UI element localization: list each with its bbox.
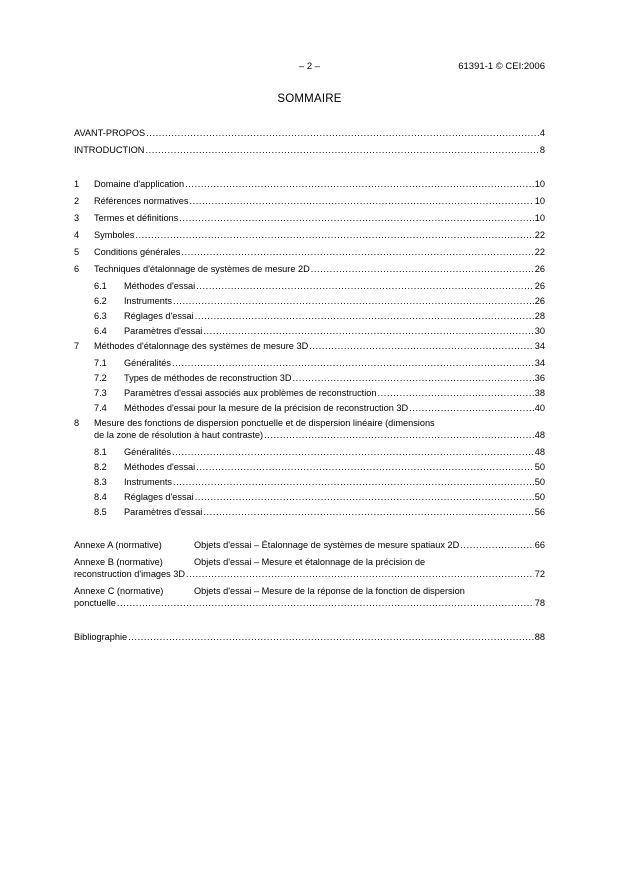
section-number: 7.1 <box>94 358 107 368</box>
annex-label: Annexe A (normative) <box>74 540 162 550</box>
section-title-continued: de la zone de résolution à haut contraste) <box>94 429 264 440</box>
table-of-contents <box>74 0 545 877</box>
toc-section-8-5[interactable] <box>94 507 545 519</box>
toc-page-number: 4 <box>539 128 545 138</box>
section-number: 8.4 <box>94 492 107 502</box>
annex-title-continued: ponctuelle <box>74 597 116 608</box>
toc-section-6-1[interactable] <box>94 281 545 293</box>
annex-title-continued: reconstruction d'images 3D <box>74 568 186 579</box>
toc-entry-introduction[interactable] <box>74 145 545 157</box>
section-title: Méthodes d'essai <box>124 281 196 291</box>
toc-section-2[interactable] <box>74 196 545 208</box>
section-number: 6.4 <box>94 326 107 336</box>
toc-section-6[interactable] <box>74 264 545 276</box>
toc-annex-c[interactable] <box>74 586 545 609</box>
section-number: 8.1 <box>94 447 107 457</box>
toc-page-number: 10 <box>534 196 545 206</box>
toc-section-8-3[interactable] <box>94 477 545 489</box>
toc-section-3[interactable] <box>74 213 545 225</box>
toc-page-number: 22 <box>534 230 545 240</box>
toc-section-7[interactable] <box>74 341 545 353</box>
section-number: 8.2 <box>94 462 107 472</box>
toc-section-7-1[interactable] <box>94 358 545 370</box>
section-number: 7.2 <box>94 373 107 383</box>
section-title: Instruments <box>124 477 172 487</box>
section-number: 7.4 <box>94 403 107 413</box>
annex-title: Objets d'essai – Étalonnage de systèmes de mesure spatiaux 2D <box>194 540 460 550</box>
toc-section-7-4[interactable] <box>94 403 545 415</box>
toc-page-number: 36 <box>534 373 545 383</box>
section-title: Méthodes d'essai <box>124 462 196 472</box>
toc-page-number: 26 <box>534 281 545 291</box>
toc-page-number: 30 <box>534 326 545 336</box>
section-number: 6 <box>74 264 80 274</box>
toc-page-number: 8 <box>539 145 545 155</box>
page-number: – 2 – <box>298 61 321 72</box>
section-number: 8.3 <box>94 477 107 487</box>
section-number: 6.1 <box>94 281 107 291</box>
toc-page-number: 56 <box>534 507 545 517</box>
toc-page-number: 66 <box>534 540 545 550</box>
toc-page-number: 34 <box>534 358 545 368</box>
toc-page-number: 26 <box>534 264 545 274</box>
toc-page-number: 34 <box>534 341 545 351</box>
toc-page-number: 48 <box>534 447 545 457</box>
section-title: Méthodes d'étalonnage des systèmes de mesure 3D <box>94 341 309 351</box>
section-number: 7 <box>74 341 80 351</box>
section-number: 3 <box>74 213 80 223</box>
toc-annex-a[interactable] <box>74 540 545 552</box>
toc-section-6-3[interactable] <box>94 311 545 323</box>
toc-section-8-4[interactable] <box>94 492 545 504</box>
toc-entry-avant-propos[interactable] <box>74 128 545 140</box>
section-title: Symboles <box>94 230 135 240</box>
section-title: Paramètres d'essai associés aux problèmes de reconstruction <box>124 388 377 398</box>
section-title: Mesure des fonctions de dispersion ponctuelle et de dispersion linéaire (dimensions <box>94 418 435 428</box>
toc-section-7-3[interactable] <box>94 388 545 400</box>
annex-title: Objets d'essai – Mesure de la réponse de la fonction de dispersion <box>194 586 465 596</box>
section-title: Termes et définitions <box>94 213 179 223</box>
section-title: Généralités <box>124 358 171 368</box>
section-number: 1 <box>74 179 80 189</box>
toc-page-number: 26 <box>534 296 545 306</box>
toc-section-8-2[interactable] <box>94 462 545 474</box>
toc-section-8-1[interactable] <box>94 447 545 459</box>
section-number: 6.3 <box>94 311 107 321</box>
section-number: 2 <box>74 196 80 206</box>
section-number: 4 <box>74 230 80 240</box>
section-title: Paramètres d'essai <box>124 326 203 336</box>
toc-section-6-4[interactable] <box>94 326 545 338</box>
toc-entry-text: INTRODUCTION <box>74 145 145 155</box>
section-number: 7.3 <box>94 388 107 398</box>
toc-page-number: 38 <box>534 388 545 398</box>
annex-label: Annexe B (normative) <box>74 557 163 567</box>
toc-section-6-2[interactable] <box>94 296 545 308</box>
section-title: Généralités <box>124 447 171 457</box>
annex-title: Objets d'essai – Mesure et étalonnage de la précision de <box>194 557 426 567</box>
toc-section-4[interactable] <box>74 230 545 242</box>
toc-page-number: 28 <box>534 311 545 321</box>
toc-page-number: 78 <box>534 597 545 608</box>
toc-page-number: 10 <box>534 213 545 223</box>
toc-page-number: 22 <box>534 247 545 257</box>
toc-section-5[interactable] <box>74 247 545 259</box>
toc-page-number: 40 <box>534 403 545 413</box>
toc-entry-bibliographie[interactable] <box>74 632 545 644</box>
toc-section-8[interactable] <box>74 418 545 441</box>
toc-page-number: 50 <box>534 462 545 472</box>
toc-section-1[interactable] <box>74 179 545 191</box>
section-number: 8.5 <box>94 507 107 517</box>
section-title: Domaine d'application <box>94 179 185 189</box>
toc-section-7-2[interactable] <box>94 373 545 385</box>
document-reference: 61391-1 © CEI:2006 <box>458 61 545 72</box>
section-title: Paramètres d'essai <box>124 507 203 517</box>
annex-label: Annexe C (normative) <box>74 586 164 596</box>
section-title: Réglages d'essai <box>124 492 194 502</box>
toc-annex-b[interactable] <box>74 557 545 580</box>
toc-entry-text: Bibliographie <box>74 632 128 642</box>
section-title: Conditions générales <box>94 247 181 257</box>
toc-page-number: 88 <box>534 632 545 642</box>
section-number: 5 <box>74 247 80 257</box>
section-title: Réglages d'essai <box>124 311 194 321</box>
section-title: Techniques d'étalonnage de systèmes de mesure 2D <box>94 264 310 274</box>
page-title: SOMMAIRE <box>277 93 342 105</box>
section-title: Références normatives <box>94 196 189 206</box>
toc-page-number: 10 <box>534 179 545 189</box>
section-number: 6.2 <box>94 296 107 306</box>
section-title: Types de méthodes de reconstruction 3D <box>124 373 292 383</box>
section-number: 8 <box>74 418 80 428</box>
toc-page-number: 50 <box>534 477 545 487</box>
toc-page-number: 48 <box>534 429 545 440</box>
section-title: Méthodes d'essai pour la mesure de la précision de reconstruction 3D <box>124 403 409 413</box>
toc-entry-text: AVANT-PROPOS <box>74 128 146 138</box>
toc-page-number: 72 <box>534 568 545 579</box>
toc-page-number: 50 <box>534 492 545 502</box>
section-title: Instruments <box>124 296 172 306</box>
